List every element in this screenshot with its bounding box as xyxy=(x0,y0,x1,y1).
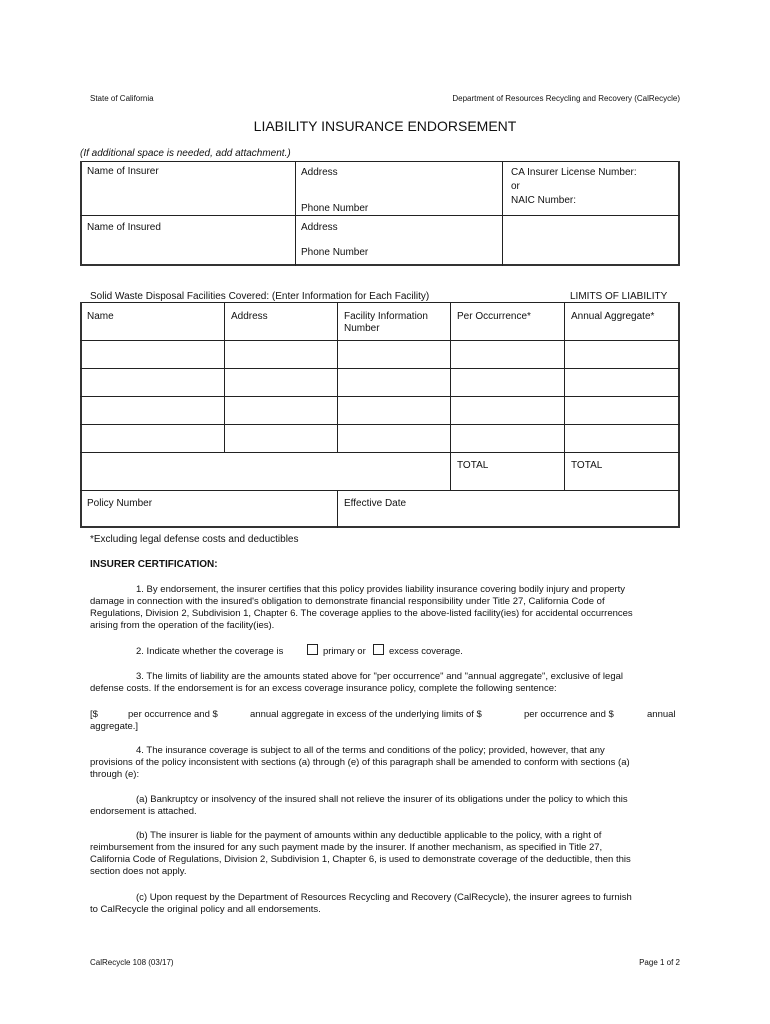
p3-line: defense costs. If the endorsement is for an excess coverage insurance policy, complete the following sentence: xyxy=(90,683,557,694)
naic-number-label: NAIC Number: xyxy=(511,195,577,206)
p4-line: provisions of the policy inconsistent with sections (a) through (e) of this paragraph shall be amended to conform with sections (a) xyxy=(90,757,630,768)
insured-phone-label: Phone Number xyxy=(301,247,369,258)
col-facility-number-line2: Number xyxy=(344,323,380,334)
page-number: Page 1 of 2 xyxy=(639,958,680,967)
policy-number-label: Policy Number xyxy=(87,498,153,509)
col-address: Address xyxy=(231,311,268,322)
facilities-heading: Solid Waste Disposal Facilities Covered: (Enter Information for Each Facility) xyxy=(90,291,430,302)
pa-line: endorsement is attached. xyxy=(90,806,197,817)
page-title: LIABILITY INSURANCE ENDORSEMENT xyxy=(253,118,517,134)
p4-line: through (e): xyxy=(90,769,140,780)
s-per-occurrence-2: per occurrence and $ xyxy=(524,709,614,720)
header-state: State of California xyxy=(90,94,154,103)
pb-line: (b) The insurer is liable for the payment of amounts within any deductible applicable to the policy, with a right of xyxy=(136,830,602,841)
p1-line: Regulations, Division 2, Subdivision 1, Chapter 6. The coverage applies to the above-listed facility(ies) for accidental occurrences xyxy=(90,608,633,619)
pb-line: California Code of Regulations, Division 2, Subdivision 1, Chapter 6, is used to demonstrate coverage of the deductible, then this xyxy=(90,854,631,865)
col-name: Name xyxy=(87,311,114,322)
p4-line: 4. The insurance coverage is subject to all of the terms and conditions of the policy; provided, however, that any xyxy=(136,745,605,756)
license-or-label: or xyxy=(511,181,520,192)
name-of-insured-label: Name of Insured xyxy=(87,222,161,233)
p2-primary-label: primary or xyxy=(323,646,366,657)
name-of-insurer-label: Name of Insurer xyxy=(87,166,159,177)
pa-line: (a) Bankruptcy or insolvency of the insured shall not relieve the insurer of its obligations under the policy to which this xyxy=(136,794,628,805)
col-per-occurrence: Per Occurrence* xyxy=(457,311,531,322)
pc-line: to CalRecycle the original policy and all endorsements. xyxy=(90,904,321,915)
s-annual-aggregate: annual aggregate in excess of the underlying limits of $ xyxy=(250,709,482,720)
insurer-address-label: Address xyxy=(301,167,338,178)
form-number: CalRecycle 108 (03/17) xyxy=(90,958,174,967)
p1-line: damage in connection with the insured's obligation to demonstrate financial responsibility under Title 27, California Code of xyxy=(90,596,605,607)
p3-line: 3. The limits of liability are the amounts stated above for "per occurrence" and "annual aggregate", exclusive of legal xyxy=(136,671,624,682)
insured-address-label: Address xyxy=(301,222,338,233)
s-annual-2: annual xyxy=(647,709,676,720)
s-end: aggregate.] xyxy=(90,721,139,732)
limits-heading: LIMITS OF LIABILITY xyxy=(570,291,668,302)
s-open: [$ xyxy=(90,709,98,720)
header-department: Department of Resources Recycling and Recovery (CalRecycle) xyxy=(452,94,680,103)
primary-checkbox[interactable] xyxy=(307,644,318,655)
p1-line: arising from the operation of the facility(ies). xyxy=(90,620,275,631)
p1-line: 1. By endorsement, the insurer certifies that this policy provides liability insurance covering bodily injury and property xyxy=(136,584,625,595)
effective-date-label: Effective Date xyxy=(344,498,407,509)
p2-prefix: 2. Indicate whether the coverage is xyxy=(136,646,284,657)
total-per-occurrence: TOTAL xyxy=(457,460,489,471)
excess-checkbox[interactable] xyxy=(373,644,384,655)
pb-line: reimbursement from the insured for any such payment made by the insurer. If another mechanism, as specified in Title 27, xyxy=(90,842,603,853)
attachment-note: (If additional space is needed, add attachment.) xyxy=(80,148,291,159)
certification-heading: INSURER CERTIFICATION: xyxy=(90,559,218,570)
p2-excess-label: excess coverage. xyxy=(389,646,463,657)
pb-line: section does not apply. xyxy=(90,866,187,877)
insurer-phone-label: Phone Number xyxy=(301,203,369,214)
total-annual-aggregate: TOTAL xyxy=(571,460,603,471)
col-annual-aggregate: Annual Aggregate* xyxy=(571,311,655,322)
footnote: *Excluding legal defense costs and deductibles xyxy=(90,534,299,545)
pc-line: (c) Upon request by the Department of Resources Recycling and Recovery (CalRecycle), the insurer agrees to furnish xyxy=(136,892,632,903)
license-number-label: CA Insurer License Number: xyxy=(511,167,637,178)
col-facility-number-line1: Facility Information xyxy=(344,311,428,322)
s-per-occurrence-1: per occurrence and $ xyxy=(128,709,218,720)
